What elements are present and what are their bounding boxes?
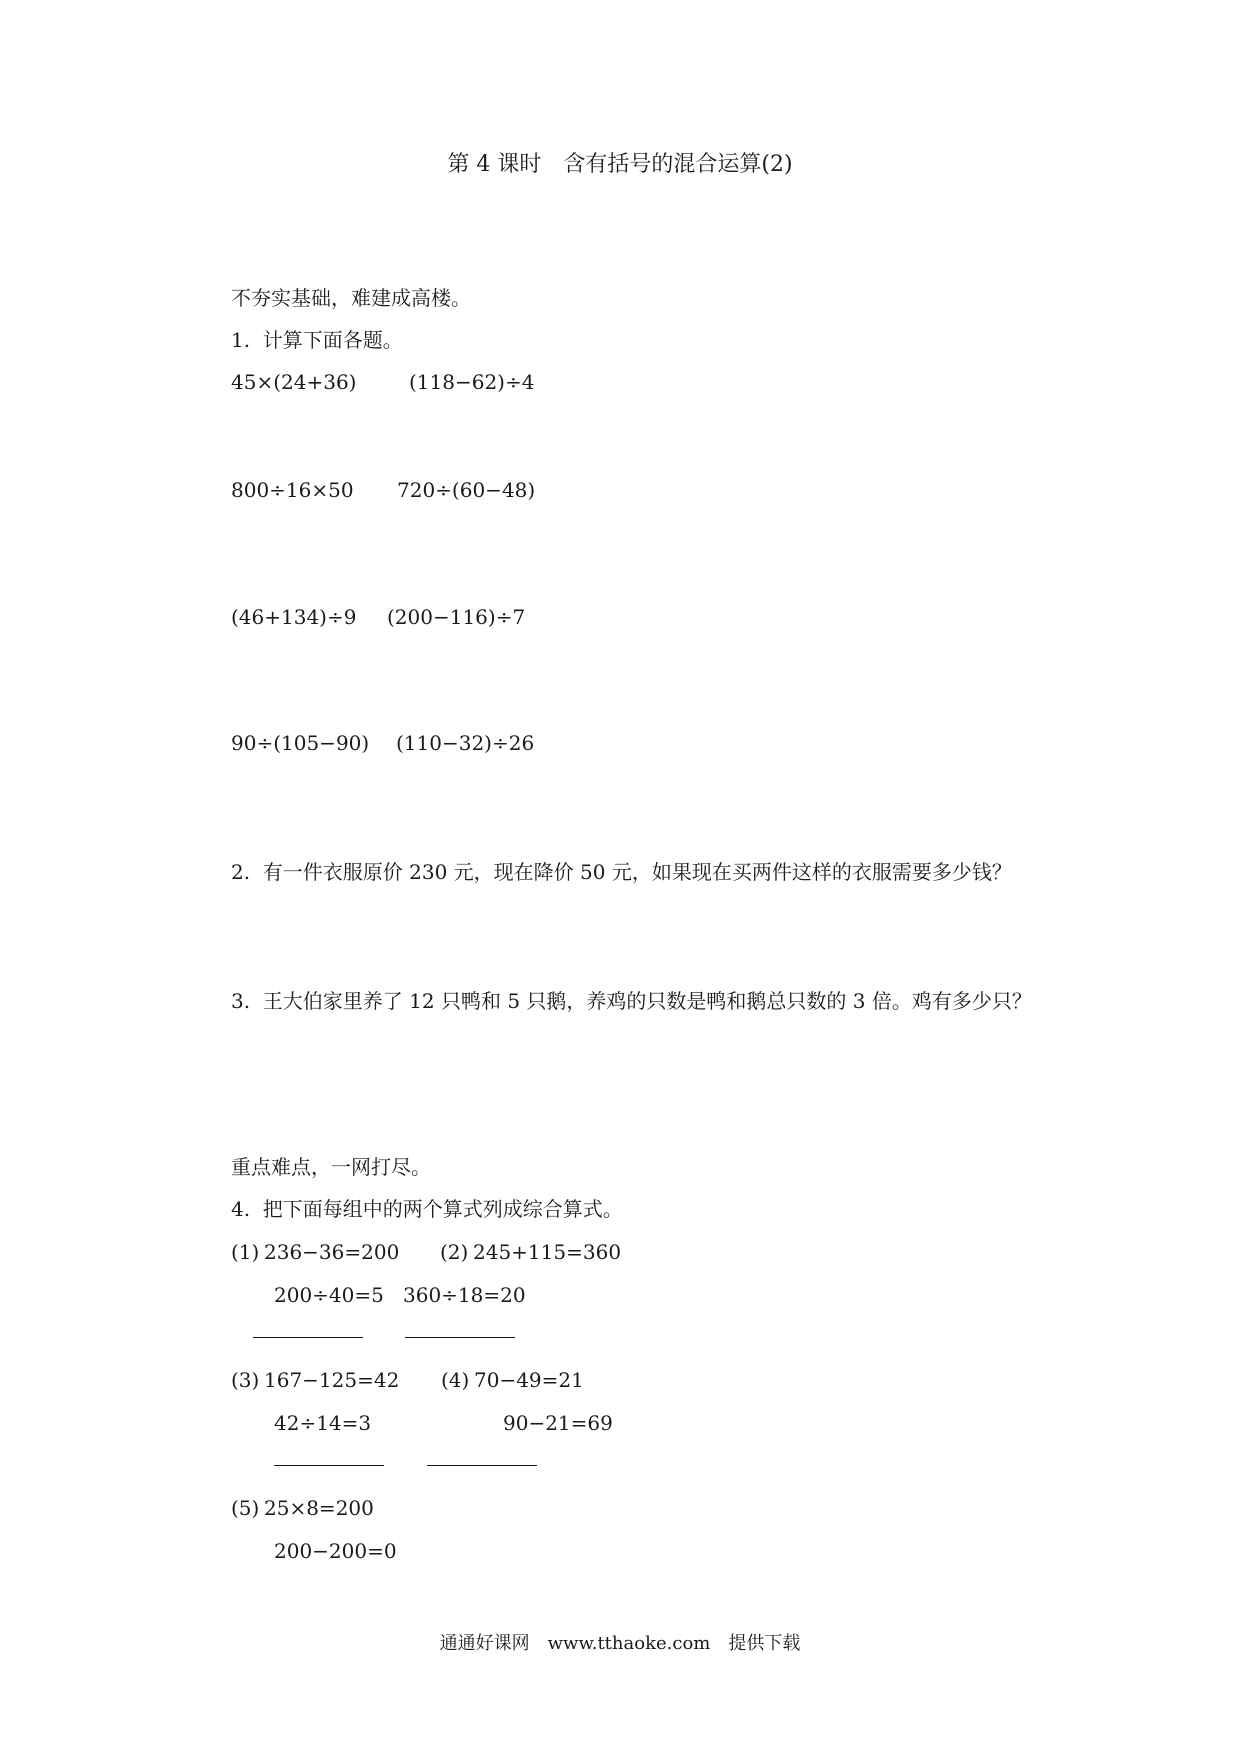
expression-1e: (46+134)÷9 xyxy=(231,605,357,629)
expression-1h: (110−32)÷26 xyxy=(396,731,535,755)
page-title: 第 4 课时 含有括号的混合运算(2) xyxy=(447,152,793,177)
group-4-label: (4) xyxy=(441,1368,470,1392)
group-1-label: (1) xyxy=(231,1240,260,1264)
expression-1f: (200−116)÷7 xyxy=(387,605,526,629)
question-2: 2. 有一件衣服原价 230 元，现在降价 50 元，如果现在买两件这样的衣服需要多少钱？ xyxy=(231,860,1012,884)
question-4-prompt: 4. 把下面每组中的两个算式列成综合算式。 xyxy=(231,1197,623,1221)
group-1-line2: 200÷40=5 xyxy=(274,1283,384,1307)
expression-1c: 800÷16×50 xyxy=(231,478,354,502)
answer-blank-3[interactable] xyxy=(274,1465,384,1466)
group-5-line2: 200−200=0 xyxy=(274,1539,397,1563)
expression-1d: 720÷(60−48) xyxy=(397,478,536,502)
group-2-label: (2) xyxy=(440,1240,469,1264)
expression-1b: (118−62)÷4 xyxy=(409,370,535,394)
question-3: 3. 王大伯家里养了 12 只鸭和 5 只鹅，养鸡的只数是鸭和鹅总只数的 3 倍。鸡有多少只？ xyxy=(231,989,1032,1013)
group-4-line1: 70−49=21 xyxy=(474,1368,584,1392)
expression-1a: 45×(24+36) xyxy=(231,370,357,394)
answer-blank-2[interactable] xyxy=(405,1337,515,1338)
footer-credit: 通通好课网 www.tthaoke.com 提供下载 xyxy=(439,1633,801,1654)
group-3-line2: 42÷14=3 xyxy=(274,1411,372,1435)
group-2-line1: 245+115=360 xyxy=(473,1240,622,1264)
answer-blank-1[interactable] xyxy=(253,1337,363,1338)
section-heading-key-points: 重点难点，一网打尽。 xyxy=(231,1155,431,1179)
expression-1g: 90÷(105−90) xyxy=(231,731,370,755)
group-3-line1: 167−125=42 xyxy=(264,1368,400,1392)
question-1-prompt: 1. 计算下面各题。 xyxy=(231,328,403,352)
group-3-label: (3) xyxy=(231,1368,260,1392)
section-heading-foundation: 不夯实基础，难建成高楼。 xyxy=(231,286,471,310)
answer-blank-4[interactable] xyxy=(427,1465,537,1466)
group-2-line2: 360÷18=20 xyxy=(403,1283,526,1307)
group-1-line1: 236−36=200 xyxy=(264,1240,400,1264)
group-5-line1: 25×8=200 xyxy=(264,1496,374,1520)
group-4-line2: 90−21=69 xyxy=(503,1411,613,1435)
group-5-label: (5) xyxy=(231,1496,260,1520)
